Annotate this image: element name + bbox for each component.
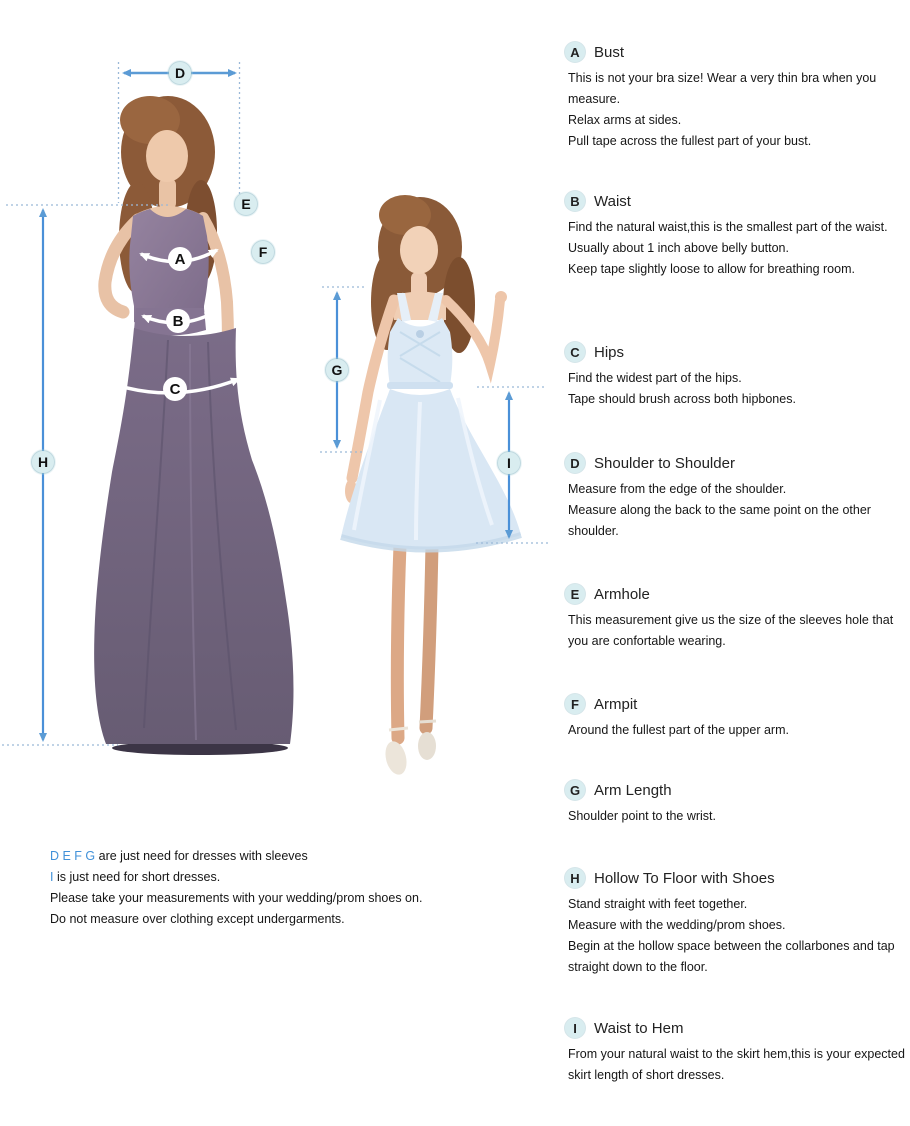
section-text-line: Find the widest part of the hips. bbox=[568, 371, 742, 385]
marker-waisthem-I: I bbox=[498, 452, 520, 474]
section-body bbox=[565, 1044, 910, 1086]
section-bust bbox=[565, 41, 910, 152]
measurement-notes bbox=[50, 846, 480, 930]
left-ankle-strap bbox=[389, 728, 408, 730]
section-body bbox=[565, 894, 910, 978]
section-text-line: Usually about 1 inch above belly button. bbox=[568, 241, 789, 255]
marker-armlength-G: G bbox=[326, 359, 348, 381]
section-waist bbox=[565, 190, 910, 280]
section-title: Waist to Hem bbox=[594, 1019, 684, 1037]
section-text-line: Tape should brush across both hipbones. bbox=[568, 392, 796, 406]
face bbox=[146, 130, 188, 182]
section-body bbox=[565, 479, 910, 542]
note-line bbox=[50, 867, 480, 888]
right-hand bbox=[495, 291, 507, 303]
section-title: Armpit bbox=[594, 695, 638, 713]
section-text-line: Shoulder point to the wrist. bbox=[568, 809, 716, 823]
short-dress-model bbox=[341, 195, 521, 777]
section-body bbox=[565, 217, 910, 280]
section-text-line: Find the natural waist,this is the smallest part of the waist. bbox=[568, 220, 888, 234]
section-text-line: This measurement give us the size of the sleeves hole that you are confortable wearing. bbox=[568, 613, 894, 648]
section-waist-to-hem bbox=[565, 1017, 910, 1086]
section-heading bbox=[565, 693, 910, 715]
section-arm-length bbox=[565, 779, 910, 827]
section-heading bbox=[565, 190, 910, 212]
long-dress-model bbox=[94, 96, 293, 755]
section-heading bbox=[565, 41, 910, 63]
section-text-line: From your natural waist to the skirt hem,this is your expected skirt length of short dresses. bbox=[568, 1047, 905, 1082]
section-text-line: Pull tape across the fullest part of your bust. bbox=[568, 134, 812, 148]
note-line: Do not measure over clothing except undergarments. bbox=[50, 912, 345, 926]
section-title: Arm Length bbox=[594, 781, 672, 799]
section-body bbox=[565, 610, 910, 652]
note-text: is just need for short dresses. bbox=[53, 870, 221, 884]
instructions-column bbox=[565, 0, 910, 1126]
note-letters-defg: D E F G bbox=[50, 849, 96, 863]
section-text-line: Measure with the wedding/prom shoes. bbox=[568, 918, 786, 932]
section-title: Bust bbox=[594, 43, 625, 61]
section-text-line: Measure along the back to the same point on the other shoulder. bbox=[568, 503, 871, 538]
left-leg bbox=[397, 545, 400, 738]
waist-ribbon bbox=[387, 382, 453, 389]
section-body bbox=[565, 720, 910, 741]
long-dress-figure bbox=[0, 40, 310, 800]
neckline-jewel bbox=[416, 330, 424, 338]
section-hips bbox=[565, 341, 910, 410]
section-heading bbox=[565, 452, 910, 474]
section-letter-badge: A bbox=[565, 42, 585, 62]
section-heading bbox=[565, 583, 910, 605]
note-line: Please take your measurements with your wedding/prom shoes on. bbox=[50, 891, 423, 905]
section-text-line: Measure from the edge of the shoulder. bbox=[568, 482, 787, 496]
marker-armhole-E: E bbox=[235, 193, 257, 215]
section-letter-badge: I bbox=[565, 1018, 585, 1038]
arrow-armhole-E bbox=[229, 214, 239, 247]
section-heading bbox=[565, 341, 910, 363]
section-text-line: This is not your bra size! Wear a very thin bra when you measure. bbox=[568, 71, 877, 106]
section-heading bbox=[565, 867, 910, 889]
section-text-line: Around the fullest part of the upper arm. bbox=[568, 723, 789, 737]
section-title: Hollow To Floor with Shoes bbox=[594, 869, 775, 887]
note-letter-i: I bbox=[50, 870, 54, 884]
note-text: are just need for dresses with sleeves bbox=[95, 849, 308, 863]
section-body bbox=[565, 368, 910, 410]
section-body bbox=[565, 68, 910, 152]
section-letter-badge: G bbox=[565, 780, 585, 800]
marker-waist-B: B bbox=[166, 309, 190, 333]
section-text-line: Relax arms at sides. bbox=[568, 113, 682, 127]
section-text-line: Begin at the hollow space between the collarbones and tap straight down to the floor. bbox=[568, 939, 895, 974]
note-line bbox=[50, 846, 480, 867]
section-shoulder-to-shoulder bbox=[565, 452, 910, 542]
section-letter-badge: H bbox=[565, 868, 585, 888]
short-dress-figure bbox=[300, 185, 555, 780]
section-armpit bbox=[565, 693, 910, 741]
section-armhole bbox=[565, 583, 910, 652]
section-title: Armhole bbox=[594, 585, 650, 603]
marker-shoulder-D: D bbox=[169, 62, 191, 84]
face bbox=[400, 226, 438, 274]
right-ankle-strap bbox=[419, 721, 436, 722]
marker-bust-A: A bbox=[168, 247, 192, 271]
section-hollow-to-floor bbox=[565, 867, 910, 978]
section-letter-badge: F bbox=[565, 694, 585, 714]
section-body bbox=[565, 806, 910, 827]
dress-bodice bbox=[388, 318, 453, 386]
section-letter-badge: E bbox=[565, 584, 585, 604]
section-text-line: Stand straight with feet together. bbox=[568, 897, 748, 911]
section-text-line: Keep tape slightly loose to allow for breathing room. bbox=[568, 262, 855, 276]
marker-hollow-H: H bbox=[32, 451, 54, 473]
section-letter-badge: D bbox=[565, 453, 585, 473]
left-shoe bbox=[382, 739, 410, 777]
section-title: Shoulder to Shoulder bbox=[594, 454, 735, 472]
section-heading bbox=[565, 779, 910, 801]
right-leg bbox=[426, 545, 432, 728]
section-title: Hips bbox=[594, 343, 625, 361]
section-letter-badge: C bbox=[565, 342, 585, 362]
arrow-armpit-F bbox=[244, 263, 264, 289]
right-shoe bbox=[418, 732, 436, 760]
section-letter-badge: B bbox=[565, 191, 585, 211]
marker-hips-C: C bbox=[163, 377, 187, 401]
marker-armpit-F: F bbox=[252, 241, 274, 263]
section-heading bbox=[565, 1017, 910, 1039]
section-title: Waist bbox=[594, 192, 631, 210]
